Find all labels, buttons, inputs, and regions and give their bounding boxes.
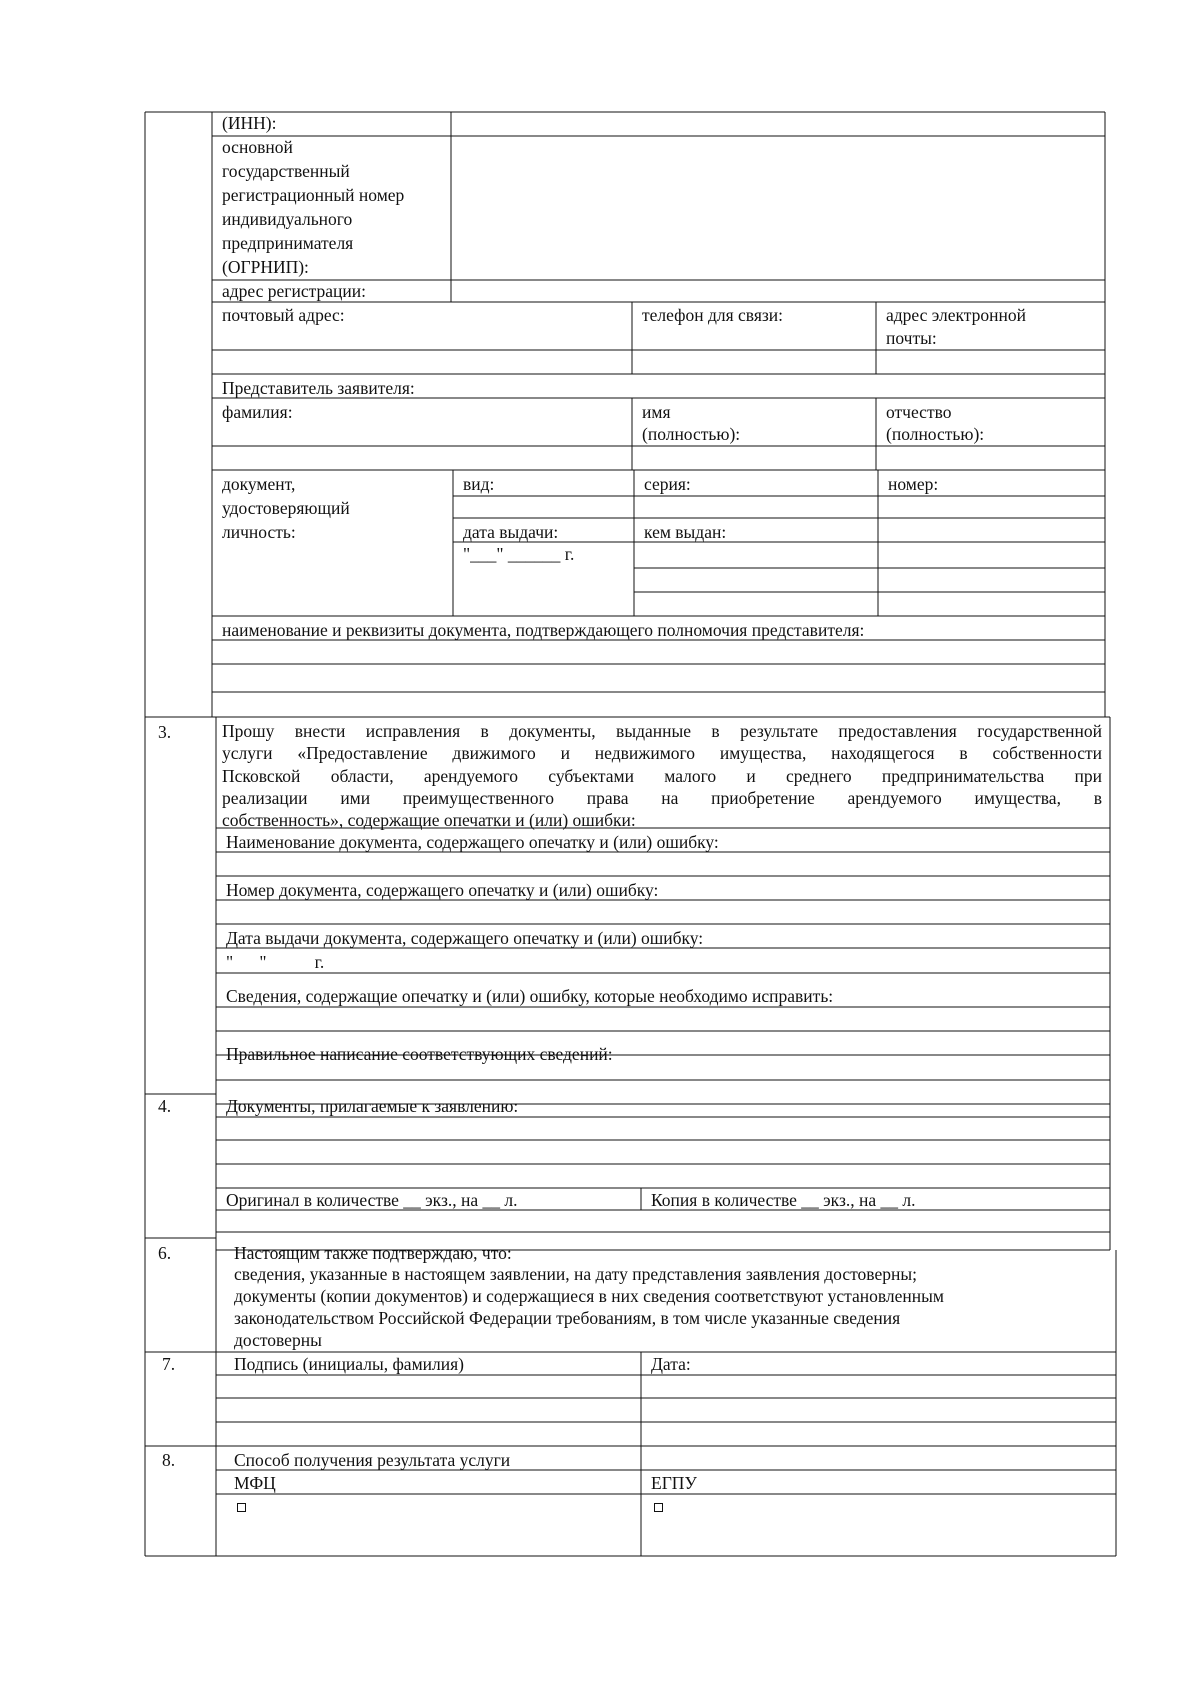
patronymic-label-line: отчество <box>886 402 952 422</box>
surname-label: фамилия: <box>222 402 293 422</box>
ogrnip-label-line: регистрационный номер <box>222 185 405 205</box>
id-kind-label: вид: <box>463 474 495 494</box>
ogrnip-label-line: (ОГРНИП): <box>222 257 309 277</box>
name-label-line: имя <box>642 402 671 422</box>
inn-label: (ИНН): <box>222 113 277 133</box>
ogrnip-label-line: основной <box>222 137 293 157</box>
doc-number-label: Номер документа, содержащего опечатку и (или) ошибку: <box>226 880 659 900</box>
section-number: 4. <box>158 1096 172 1116</box>
attached-docs-label: Документы, прилагаемые к заявлению: <box>226 1096 519 1116</box>
id-series-label: серия: <box>644 474 691 494</box>
id-number-label: номер: <box>888 474 939 494</box>
name-label-line: (полностью): <box>642 424 741 444</box>
copy-count-text: Копия в количестве __ экз., на __ л. <box>651 1190 916 1210</box>
postal-address-label: почтовый адрес: <box>222 305 345 325</box>
confirmation-line: законодательством Российской Федерации требованиям, в том числе указанные сведения <box>234 1308 901 1328</box>
section-number: 7. <box>162 1354 176 1374</box>
patronymic-label-line: (полностью): <box>886 424 985 444</box>
request-text-line: Прошу внести исправления в документы, выданные в результате предоставления государственной <box>222 721 1102 741</box>
confirmation-line: Настоящим также подтверждаю, что: <box>234 1243 512 1263</box>
issue-date-field: "___" ______ г. <box>463 544 575 564</box>
signature-label: Подпись (инициалы, фамилия) <box>234 1354 464 1374</box>
id-doc-label-line: личность: <box>222 522 296 542</box>
id-doc-label-line: документ, <box>222 474 296 494</box>
epgu-checkbox[interactable] <box>654 1503 663 1512</box>
phone-label: телефон для связи: <box>642 305 784 325</box>
doc-date-label: Дата выдачи документа, содержащего опечатку и (или) ошибку: <box>226 928 704 948</box>
reg-address-label: адрес регистрации: <box>222 281 366 301</box>
date-label: Дата: <box>651 1354 691 1374</box>
confirmation-line: достоверны <box>234 1330 322 1350</box>
correct-spelling-label: Правильное написание соответствующих сведений: <box>226 1044 613 1064</box>
section-number: 3. <box>158 722 172 742</box>
email-label-line: почты: <box>886 328 937 348</box>
representative-header: Представитель заявителя: <box>222 378 415 398</box>
issue-date-label: дата выдачи: <box>463 522 559 542</box>
ogrnip-label-line: предпринимателя <box>222 233 354 253</box>
request-text-line: услуги «Предоставление движимого и недвижимого имущества, находящегося в собственности <box>222 743 1102 763</box>
email-label-line: адрес электронной <box>886 305 1026 325</box>
confirmation-line: документы (копии документов) и содержащиеся в них сведения соответствуют установленным <box>234 1286 944 1306</box>
request-text-line: реализации ими преимущественного права на приобретение арендуемого имущества, в <box>222 788 1102 808</box>
ogrnip-label-line: государственный <box>222 161 350 181</box>
result-method-label: Способ получения результата услуги <box>234 1450 511 1470</box>
request-text-line: собственность», содержащие опечатки и (или) ошибки: <box>222 810 636 830</box>
confirmation-line: сведения, указанные в настоящем заявлении, на дату представления заявления достоверны; <box>234 1264 917 1284</box>
option-epgu-label: ЕГПУ <box>651 1473 697 1493</box>
option-mfc-label: МФЦ <box>234 1473 276 1493</box>
original-count-text: Оригинал в количестве __ экз., на __ л. <box>226 1190 518 1210</box>
doc-name-label: Наименование документа, содержащего опечатку и (или) ошибку: <box>226 832 719 852</box>
section-number: 8. <box>162 1450 176 1470</box>
doc-date-field: " " г. <box>226 952 325 972</box>
mfc-checkbox[interactable] <box>237 1503 246 1512</box>
ogrnip-label-line: индивидуального <box>222 209 353 229</box>
section-number: 6. <box>158 1243 172 1263</box>
authority-doc-label: наименование и реквизиты документа, подтверждающего полномочия представителя: <box>222 620 865 640</box>
error-info-label: Сведения, содержащие опечатку и (или) ошибку, которые необходимо исправить: <box>226 986 834 1006</box>
request-text-line: Псковской области, арендуемого субъектами малого и среднего предпринимательства при <box>222 766 1102 786</box>
issued-by-label: кем выдан: <box>644 522 727 542</box>
id-doc-label-line: удостоверяющий <box>222 498 350 518</box>
